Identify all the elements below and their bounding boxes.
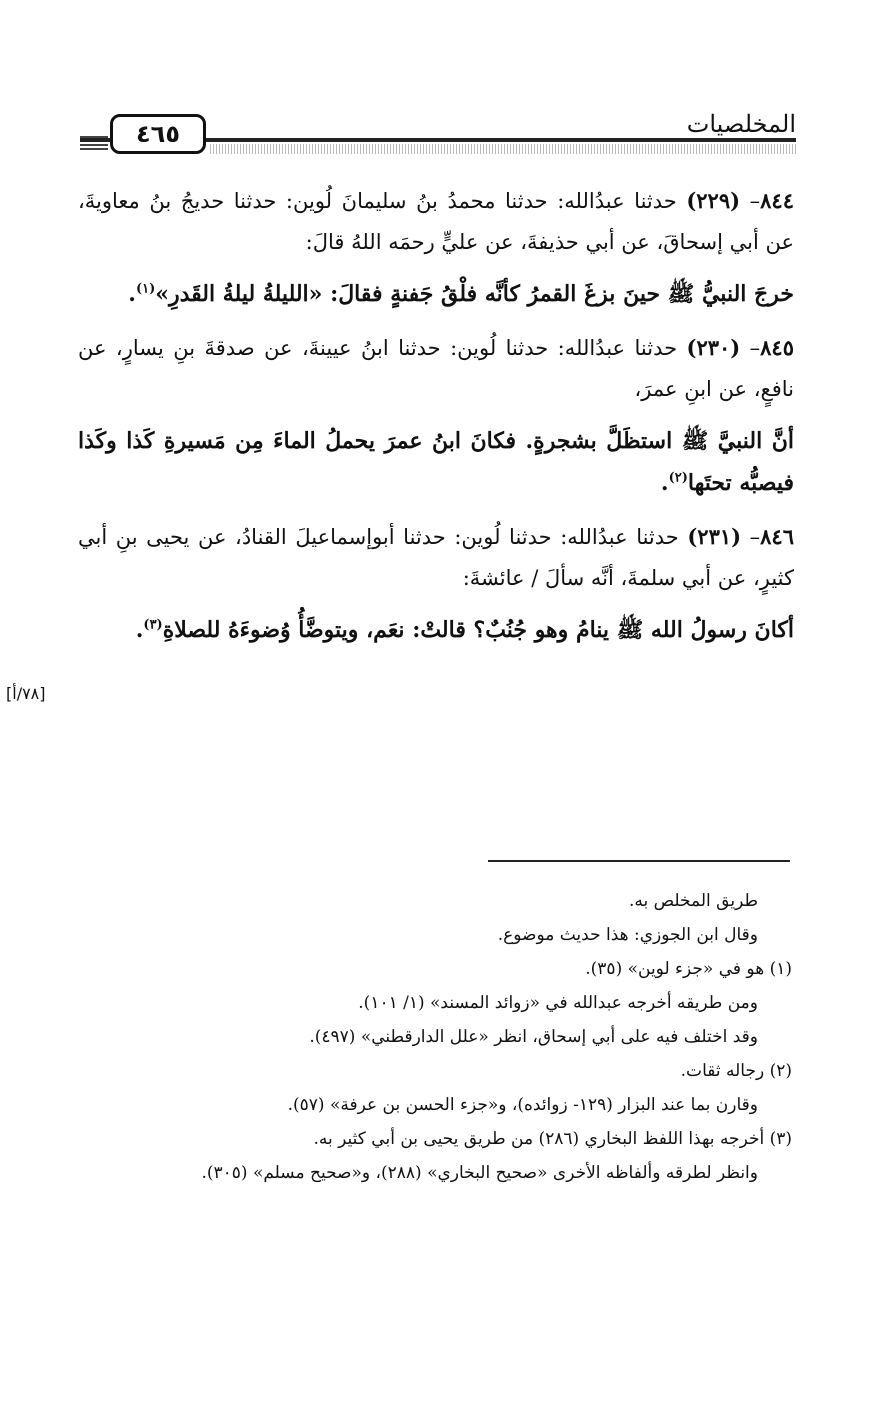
entry-isnad: ٨٤٦– (٢٣١) حدثنا عبدُالله: حدثنا لُوين: حدثنا أبوإسماعيلَ القنادُ، عن يحيى بنِ أبي كثيرٍ، عن أبي سلمةَ، أنَّه سألَ / عائشةَ: (78, 524, 794, 590)
entry-number: ٨٤٥ (760, 335, 794, 360)
footnote-marker: (٢) (668, 470, 688, 486)
footnote-separator (488, 860, 790, 862)
entry-matn: خرجَ النبيُّ ﷺ حينَ بزغَ القمرُ كأنَّه فلْقُ جَفنةٍ فقالَ: «الليلةُ ليلةُ القَدرِ»$^{(١)}$. (128, 281, 794, 307)
footnote-marker: (١) (135, 281, 156, 297)
entry-internal-number: (٢٢٩) (686, 188, 741, 213)
footnotes (78, 884, 792, 1190)
entry-isnad: ٨٤٥– (٢٣٠) حدثنا عبدُالله: حدثنا لُوين: حدثنا ابنُ عيينةَ، عن صدقةَ بنِ يسارٍ، عن نافعٍ، عن ابنِ عمرَ، (78, 335, 794, 401)
isnad-text: حدثنا عبدُالله: حدثنا لُوين: حدثنا أبوإسماعيلَ القنادُ، عن يحيى بنِ أبي كثيرٍ، عن أبي سلمةَ، أنَّه سألَ / عائشةَ: (78, 525, 794, 590)
entry-matn: أكانَ رسولُ الله ﷺ ينامُ وهو جُنُبٌ؟ قالتْ: نعَم، ويتوضَّأُ وُضوءَهُ للصلاةِ$^{(٣)}$. (135, 617, 794, 643)
entry-internal-number: (٢٣١) (687, 524, 742, 549)
header-ornament (80, 134, 108, 150)
entry-matn: أنَّ النبيَّ ﷺ استظَلَّ بشجرةٍ. فكانَ ابنُ عمرَ يحملُ الماءَ مِن مَسيرةِ كَذا وكَذا فيصبُّه تحتَها$^{(٢)}$. (78, 428, 794, 496)
manuscript-folio-note: [٧٨/أ] (6, 684, 46, 703)
footnote-line: وقد اختلف فيه على أبي إسحاق، انظر «علل الدارقطني» (٤٩٧). (309, 1027, 758, 1047)
footnote-line: وقارن بما عند البزار (١٢٩- زوائده)، و«جزء الحسن بن عرفة» (٥٧). (287, 1095, 758, 1115)
header-hatch-band (210, 144, 796, 154)
main-text (78, 180, 794, 663)
footnote-line: طريق المخلص به. (628, 891, 758, 911)
running-title: المخلصيات (679, 110, 796, 138)
entry-isnad: ٨٤٤– (٢٢٩) حدثنا عبدُالله: حدثنا محمدُ بنُ سليمانَ لُوين: حدثنا حديجُ بنُ معاويةَ، عن أبي إسحاقَ، عن أبي حذيفةَ، عن عليٍّ رحمَه اللهُ قالَ: (78, 188, 794, 254)
entry-number: ٨٤٦ (760, 524, 794, 549)
matn-text: أكانَ رسولُ الله ﷺ ينامُ وهو جُنُبٌ؟ قالتْ: نعَم، ويتوضَّأُ وُضوءَهُ للصلاةِ (162, 617, 794, 643)
page-header (80, 108, 796, 158)
matn-text: خرجَ النبيُّ ﷺ حينَ بزغَ القمرُ كأنَّه فلْقُ جَفنةٍ فقالَ: «الليلةُ ليلةُ القَدرِ» (155, 281, 794, 307)
entry-internal-number: (٢٣٠) (686, 335, 741, 360)
footnote-line: (٣) أخرجه بهذا اللفظ البخاري (٢٨٦) من طريق يحيى بن أبي كثير به. (313, 1129, 792, 1149)
entry-number: ٨٤٤ (760, 188, 794, 213)
isnad-text: حدثنا عبدُالله: حدثنا لُوين: حدثنا ابنُ عيينةَ، عن صدقةَ بنِ يسارٍ، عن نافعٍ، عن ابنِ عمرَ، (78, 336, 794, 401)
footnote-line: (١) هو في «جزء لوين» (٣٥). (585, 959, 792, 979)
footnote-line: ومن طريقه أخرجه عبدالله في «زوائد المسند» (١/ ١٠١). (358, 993, 758, 1013)
page-number: ٤٦٥ (110, 114, 206, 154)
matn-text: أنَّ النبيَّ ﷺ استظَلَّ بشجرةٍ. فكانَ ابنُ عمرَ يحملُ الماءَ مِن مَسيرةِ كَذا وكَذا فيصبُّه تحتَها (78, 428, 794, 496)
footnote-marker: (٣) (143, 617, 163, 633)
footnote-line: وانظر لطرقه وألفاظه الأخرى «صحيح البخاري» (٢٨٨)، و«صحيح مسلم» (٣٠٥). (201, 1163, 758, 1183)
footnote-line: وقال ابن الجوزي: هذا حديث موضوع. (497, 925, 758, 945)
isnad-text: حدثنا عبدُالله: حدثنا محمدُ بنُ سليمانَ لُوين: حدثنا حديجُ بنُ معاويةَ، عن أبي إسحاقَ، عن أبي حذيفةَ، عن عليٍّ رحمَه اللهُ قالَ: (78, 189, 794, 254)
footnote-line: (٢) رجاله ثقات. (680, 1061, 792, 1081)
